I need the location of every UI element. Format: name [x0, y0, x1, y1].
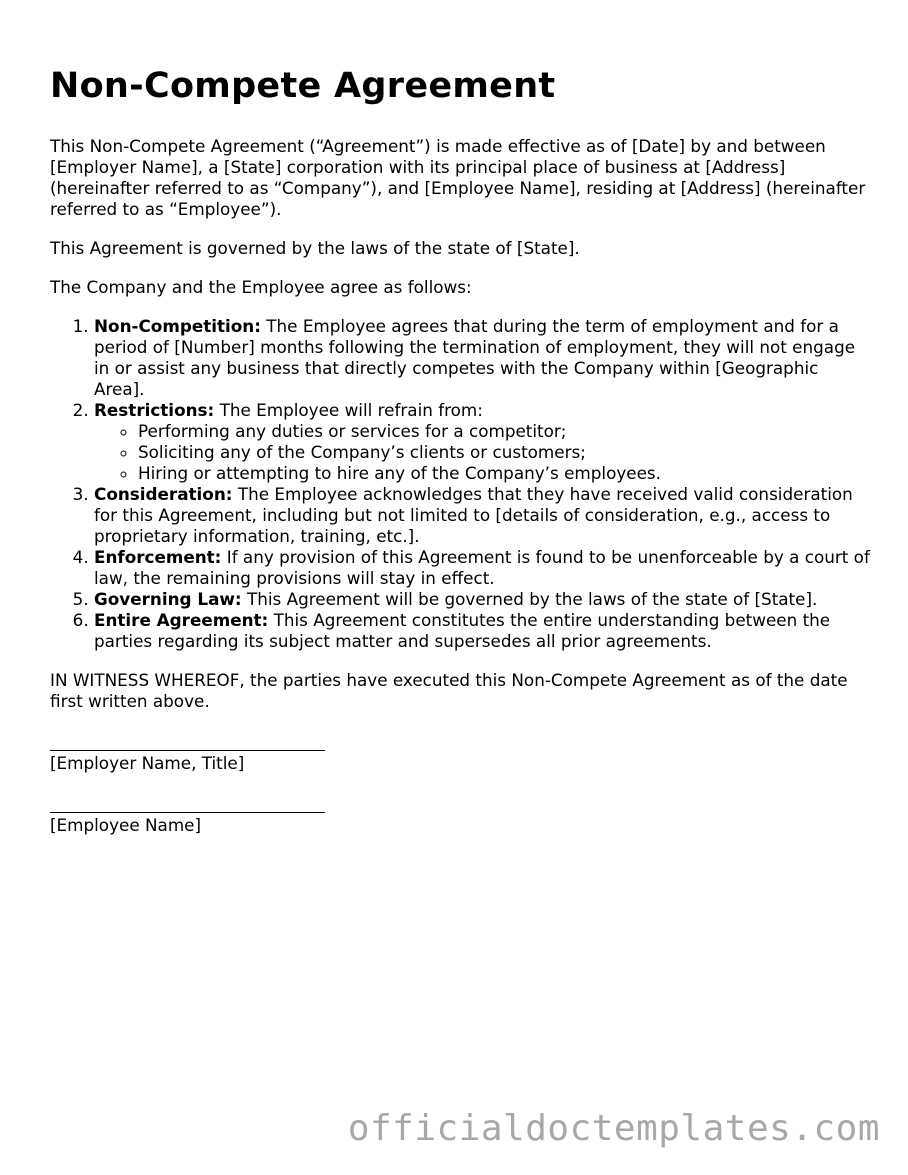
clause-text: The Employee acknowledges that they have received valid consideration for this Agreement, including but not limited to [details of consideration, e.g., access to proprietary information, training, etc.]. [94, 484, 853, 546]
document-title: Non-Compete Agreement [50, 66, 556, 106]
clause-entire-agreement [94, 610, 870, 652]
clause-heading: Entire Agreement: [94, 610, 269, 630]
agree-paragraph: The Company and the Employee agree as follows: [50, 277, 472, 297]
clause-heading: Consideration: [94, 484, 233, 504]
restriction-item: ◦ Soliciting any of the Company’s clients or customers; [138, 442, 870, 463]
clause-text: The Employee will refrain from: [214, 400, 483, 420]
clause-text: The Employee agrees that during the term of employment and for a period of [Number] months following the termination of employment, they will not engage in or assist any business that directly competes with the Company within [Geographic Area]. [94, 316, 856, 399]
signature-block [50, 750, 870, 836]
clause-non-competition [94, 316, 870, 400]
clause-text: This Agreement will be governed by the laws of the state of [State]. [241, 589, 818, 609]
clause-text: This Agreement constitutes the entire understanding between the parties regarding its subject matter and supersedes all prior agreements. [94, 610, 831, 651]
clause-text: If any provision of this Agreement is found to be unenforceable by a court of law, the remaining provisions will stay in effect. [94, 547, 870, 588]
restriction-item: ◦ Hiring or attempting to hire any of the Company’s employees. [138, 463, 870, 484]
clause-heading: Non-Competition: [94, 316, 261, 336]
clause-heading: Enforcement: [94, 547, 222, 567]
clause-heading: Restrictions: [94, 400, 215, 420]
clause-heading: Governing Law: [94, 589, 242, 609]
intro-paragraph: This Non-Compete Agreement (“Agreement”) is made effective as of [Date] by and between [Employer Name], a [State] corporation with its principal place of business at [Address] (hereinafter referred to as “Company”), and [Employee Name], residing at [Address] (hereinafter referred to as “Employee”). [50, 136, 866, 219]
employee-signature-line [50, 812, 325, 813]
employer-signature [50, 750, 870, 774]
watermark: officialdoctemplates.com [347, 1108, 880, 1149]
clause-enforcement [94, 547, 870, 589]
employer-signature-label: [Employer Name, Title] [50, 753, 245, 773]
witness-paragraph: IN WITNESS WHEREOF, the parties have executed this Non-Compete Agreement as of the date first written above. [50, 670, 848, 711]
governing-paragraph: This Agreement is governed by the laws of the state of [State]. [50, 238, 580, 258]
document-page [50, 62, 870, 874]
clause-governing-law [94, 589, 870, 610]
clauses-list [50, 316, 870, 652]
restrictions-sublist [94, 421, 870, 484]
clause-restrictions [94, 400, 870, 484]
employee-signature [50, 812, 870, 836]
clause-consideration [94, 484, 870, 547]
restriction-item: ◦ Performing any duties or services for a competitor; [138, 421, 870, 442]
employer-signature-line [50, 750, 325, 751]
employee-signature-label: [Employee Name] [50, 815, 202, 835]
